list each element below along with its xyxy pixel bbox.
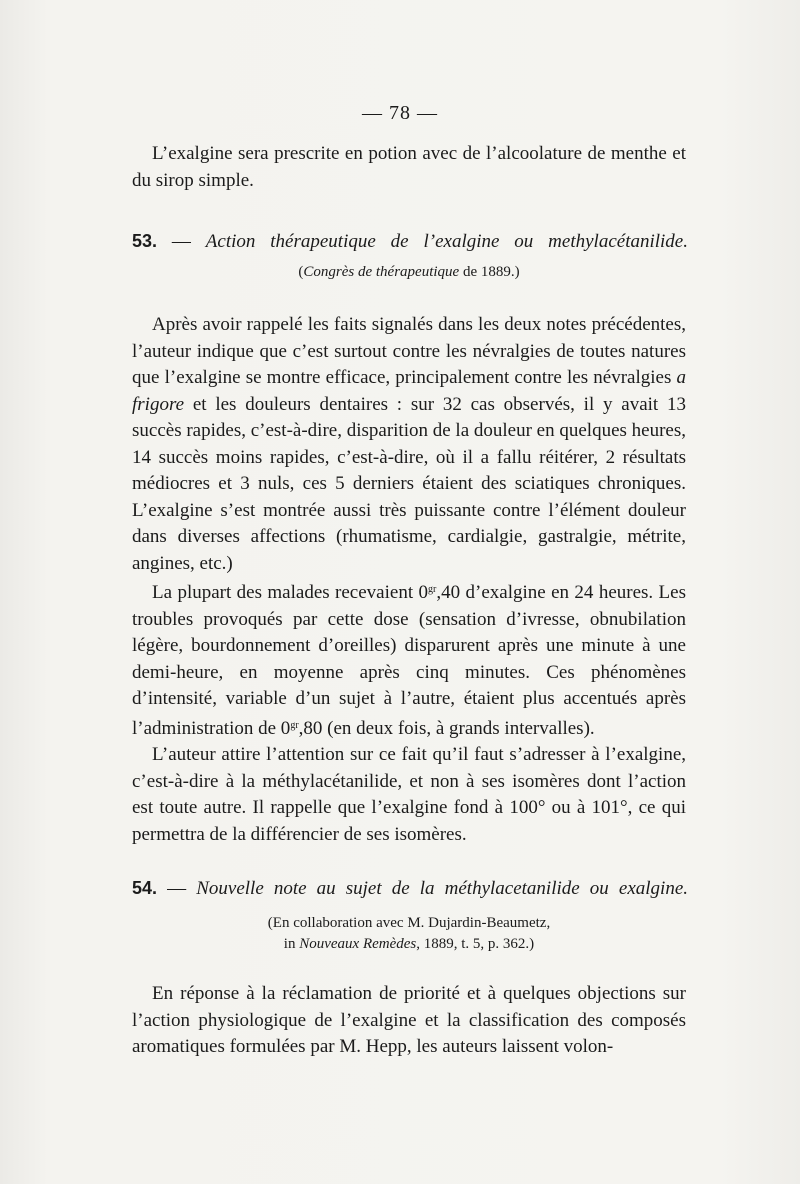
paragraph-1-text-b: et les douleurs dentaires : sur 32 cas observés, il y avait 13 succès rapides, c’est-à-dire, disparition de la douleur en quelques heures, 14 succès moins rapides, c’est-à-dire, où il a fallu réitérer, 2 résultats médiocres et 3 nuls, ces 5 derniers étaient des sciatiques chroniques. L’exalgine s’est montrée aussi très puissante contre l’élément douleur dans diverses affections (rhumatisme, cardialgie, gastralgie, métrite, angines, etc.) [132, 393, 686, 574]
section-54-paragraph-1: En réponse à la réclamation de priorité et à quelques objections sur l’action physiologique de l’exalgine et la classification des composés aromatiques formulées par M. Hepp, les auteurs laissent volon- [132, 983, 686, 1057]
paragraph-1-italic: a frigore [132, 367, 686, 415]
section-54-source-italic: Nouveaux Remèdes [299, 936, 417, 952]
section-54-body [132, 981, 686, 1061]
paragraph-2-text-c: ,80 (en deux fois, à grands intervalles). [298, 717, 595, 739]
paragraph-2-text-b: ,40 d’exalgine en 24 heures. Les troubles provoqués par cette dose (sensation d’ivresse, obnubilation légère, bourdonnement d’oreilles) disparurent après une minute à une demi-heure, en moyenne après cinq minutes. Ces phénomènes d’intensité, variable d’un sujet à l’autre, étaient plus accentués après l’administration de 0 [132, 582, 686, 739]
paragraph-2-text-a: La plupart des malades recevaient 0 [152, 582, 428, 603]
section-54-source-line-1: (En collaboration avec M. Dujardin-Beaumetz, [267, 915, 551, 931]
section-54-dash: — [157, 878, 197, 899]
section-54-source-line-2 [132, 934, 686, 955]
unit-gr-2: gr [290, 719, 299, 731]
page-number: — 78 — [362, 102, 438, 124]
section-53-paragraph-2 [132, 577, 686, 742]
intro-text: L’exalgine sera prescrite en potion avec de l’alcoolature de menthe et du sirop simple. [132, 143, 686, 191]
section-54-source-rest: , 1889, t. 5, p. 362.) [416, 936, 535, 952]
section-54-heading [132, 875, 688, 902]
unit-gr-1: gr [428, 584, 437, 595]
intro-paragraph [132, 141, 686, 194]
section-53-heading [132, 228, 688, 255]
section-53-paragraph-1 [132, 312, 686, 577]
section-54-number: 54. [132, 878, 158, 898]
section-53-paragraph-3: L’auteur attire l’attention sur ce fait qu’il faut s’adresser à l’exalgine, c’est-à-dire à la méthylacétanilide, et non à ses isomères dont l’action est toute autre. Il rappelle que l’exalgine fond à 100° ou à 101°, ce qui permettra de la différencier de ses isomères. [132, 744, 686, 845]
section-53-source-italic: Congrès de thérapeutique [303, 264, 460, 280]
section-53-source-rest: de 1889.) [459, 264, 520, 280]
section-53-number: 53. [132, 231, 158, 251]
section-54-title: Nouvelle note au sujet de la méthylacetanilide ou exalgine. [196, 878, 689, 899]
section-54-source [132, 913, 686, 955]
paragraph-1-text-a: Après avoir rappelé les faits signalés dans les deux notes précédentes, l’auteur indique que c’est surtout contre les névralgies de toutes natures que l’exalgine se montre efficace, principalement contre les névralgies [132, 314, 686, 388]
section-53-source-open: ( [298, 264, 304, 280]
section-53-dash: — [157, 231, 206, 252]
section-54-source-in: in [283, 936, 300, 952]
section-53-body [132, 312, 686, 848]
section-53-title: Action thérapeutique de l’exalgine ou methylacétanilide. [205, 231, 688, 252]
section-53-source [132, 262, 686, 283]
